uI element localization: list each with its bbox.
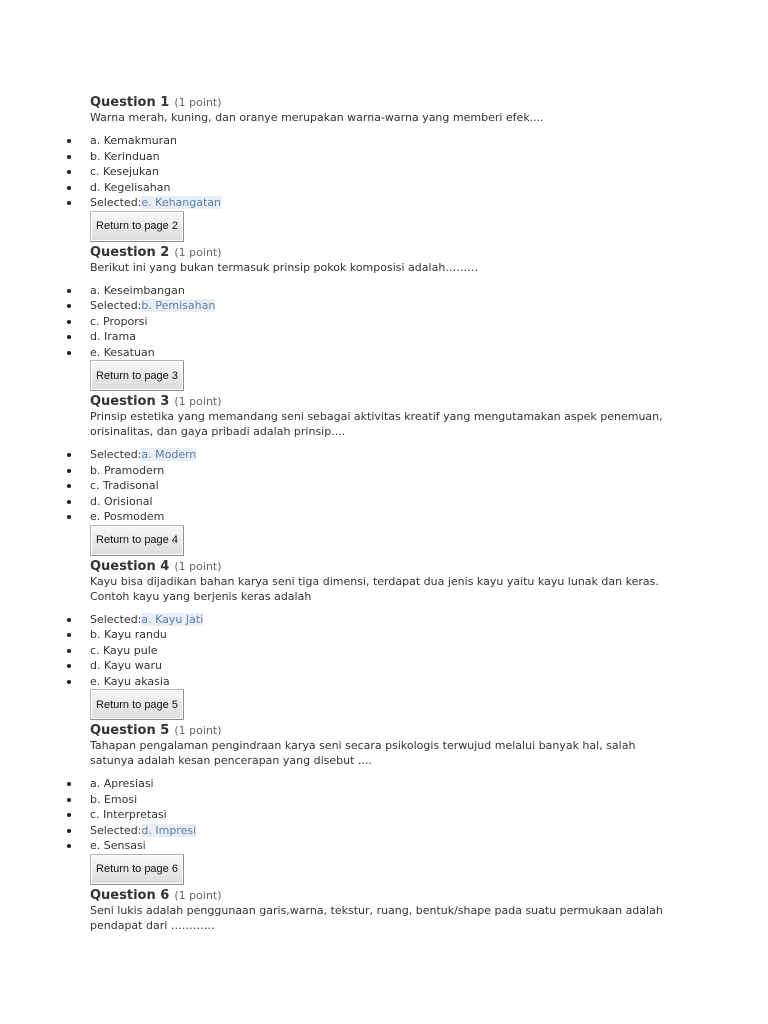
question-points: (1 point) — [174, 96, 222, 109]
question-2 — [0, 242, 768, 392]
answer-option: b. Kerinduan — [0, 149, 768, 165]
answer-option: c. Kayu pule — [0, 643, 768, 659]
selected-prefix: Selected: — [90, 196, 142, 209]
selected-prefix: Selected: — [90, 612, 142, 626]
question-text: Prinsip estetika yang memandang seni sebagai aktivitas kreatif yang mengutamakan aspek penemuan, orisinalitas, dan gaya pribadi adalah prinsip.... — [90, 410, 663, 438]
question-header — [90, 391, 768, 409]
selected-prefix: Selected: — [90, 448, 142, 461]
answer-option: c. Tradisonal — [0, 478, 768, 494]
question-6 — [0, 885, 768, 933]
answer-option: b. Kayu randu — [0, 627, 768, 643]
answer-option: d. Kayu waru — [0, 658, 768, 674]
selected-answer: e. Kehangatan — [141, 196, 222, 209]
return-to-page-button[interactable]: Return to page 6 — [90, 854, 184, 885]
question-4 — [0, 556, 768, 721]
answer-option: b. Emosi — [0, 792, 768, 808]
question-title: Question 6 — [90, 887, 170, 903]
answer-option-selected — [0, 447, 768, 463]
question-header — [90, 720, 768, 738]
answer-option: c. Kesejukan — [0, 164, 768, 180]
return-to-page-button[interactable]: Return to page 4 — [90, 525, 184, 556]
answer-option: e. Sensasi — [0, 838, 768, 854]
question-text: Tahapan pengalaman pengindraan karya seni secara psikologis terwujud melalui banyak hal, salah satunya adalah kesan pencerapan yang disebut .... — [90, 739, 636, 767]
answer-options — [0, 776, 768, 854]
return-to-page-button[interactable]: Return to page 3 — [90, 360, 184, 391]
answer-option: a. Kemakmuran — [0, 133, 768, 149]
question-points: (1 point) — [174, 559, 222, 573]
answer-option: a. Keseimbangan — [0, 283, 768, 299]
answer-options — [0, 612, 768, 690]
answer-option-selected — [0, 612, 768, 628]
answer-option: c. Interpretasi — [0, 807, 768, 823]
selected-answer: d. Impresi — [141, 823, 197, 837]
answer-option: e. Posmodem — [0, 509, 768, 525]
answer-option-selected — [0, 823, 768, 839]
quiz-results — [0, 92, 768, 933]
question-title: Question 5 — [90, 723, 170, 738]
question-header — [90, 556, 768, 574]
question-header — [90, 885, 768, 903]
answer-options — [0, 133, 768, 211]
question-header — [90, 92, 768, 110]
answer-option: d. Orisional — [0, 494, 768, 510]
answer-option: d. Irama — [0, 329, 768, 345]
selected-answer: a. Modern — [141, 448, 197, 461]
answer-option: b. Pramodern — [0, 463, 768, 479]
selected-prefix: Selected: — [90, 299, 142, 312]
question-text: Berikut ini yang bukan termasuk prinsip pokok komposisi adalah……… — [90, 260, 479, 274]
answer-option-selected — [0, 195, 768, 211]
answer-option: e. Kayu akasia — [0, 674, 768, 690]
return-to-page-button[interactable]: Return to page 5 — [90, 689, 184, 720]
question-points: (1 point) — [174, 888, 222, 902]
selected-answer: a. Kayu Jati — [141, 612, 204, 626]
question-text: Seni lukis adalah penggunaan garis,warna, tekstur, ruang, bentuk/shape pada suatu permukaan adalah pendapat dari ………… — [90, 903, 663, 932]
selected-prefix: Selected: — [90, 823, 142, 837]
question-text: Kayu bisa dijadikan bahan karya seni tiga dimensi, terdapat dua jenis kayu yaitu kayu lunak dan keras. Contoh kayu yang berjenis keras adalah — [90, 574, 659, 603]
question-title: Question 3 — [90, 394, 170, 409]
question-title: Question 2 — [90, 244, 170, 260]
answer-option: a. Apresiasi — [0, 776, 768, 792]
question-3 — [0, 391, 768, 556]
answer-option: c. Proporsi — [0, 314, 768, 330]
answer-options — [0, 447, 768, 525]
selected-answer: b. Pemisahan — [141, 299, 216, 312]
question-1 — [0, 92, 768, 242]
question-header — [90, 242, 768, 260]
question-title: Question 1 — [90, 95, 170, 110]
question-5 — [0, 720, 768, 885]
question-points: (1 point) — [174, 395, 222, 408]
answer-option: d. Kegelisahan — [0, 180, 768, 196]
question-text: Warna merah, kuning, dan oranye merupakan warna-warna yang memberi efek.... — [90, 111, 544, 124]
question-points: (1 point) — [174, 245, 222, 259]
question-title: Question 4 — [90, 558, 170, 574]
return-to-page-button[interactable]: Return to page 2 — [90, 211, 184, 242]
answer-option: e. Kesatuan — [0, 345, 768, 361]
answer-option-selected — [0, 298, 768, 314]
answer-options — [0, 283, 768, 361]
question-points: (1 point) — [174, 724, 222, 737]
